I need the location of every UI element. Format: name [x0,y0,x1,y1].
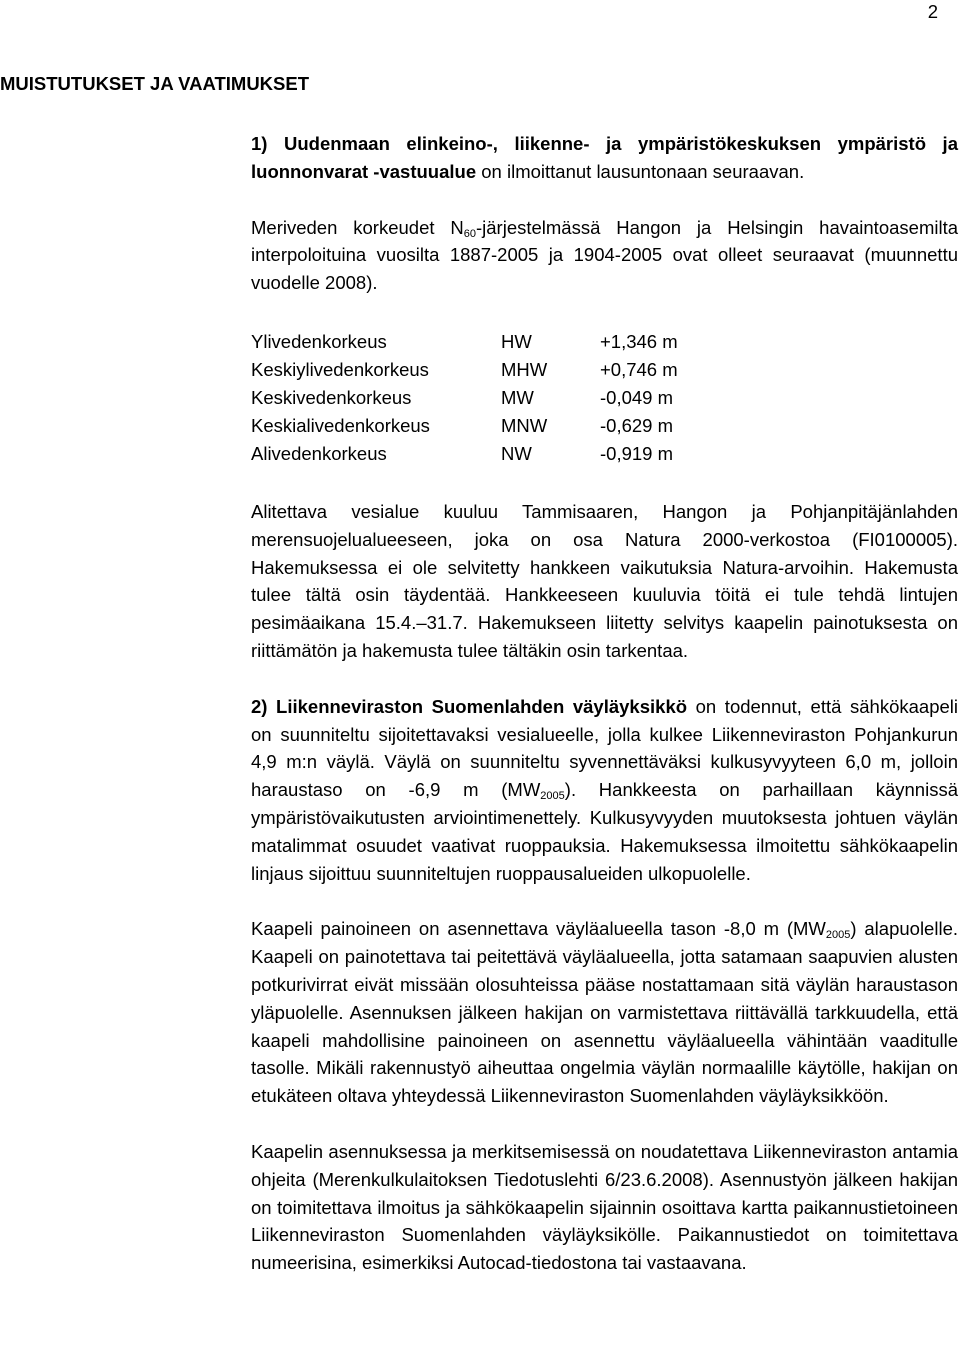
cable-text-start: Kaapeli painoineen on asennettava väyläalueella tason -8,0 m (MW [251,918,826,940]
water-level-row [251,328,958,356]
item-1-text: on ilmoittanut lausuntonaan seuraavan. [476,160,805,182]
water-level-name: Keskiylivedenkorkeus [251,358,429,380]
water-level-row [251,384,958,412]
item-2-text-end: ). Hankkeesta on parhaillaan käynnissä ympäristövaikutusten arviointimenettely. Kulkusyvyyden muutoksesta johtuen väylän matalimmat osuudet vaativat ruoppauksia. Hakemuksessa ilmoitettu sähkökaapelin linjaus sijoittuu suunniteltujen ruoppausalueiden ulkopuolelle. [251,779,958,884]
water-level-row [251,356,958,384]
water-level-value: -0,049 m [600,386,674,408]
water-level-abbr: MW [501,386,534,408]
item-1-paragraph [251,130,958,186]
water-level-name: Keskivedenkorkeus [251,386,412,408]
water-level-row [251,440,958,468]
natura-paragraph: Alitettava vesialue kuuluu Tammisaaren, Hangon ja Pohjanpitäjänlahden merensuojelualueeseen, joka on osa Natura 2000-verkostoa (FI0100005). Hakemuksessa ei ole selvitetty hankkeen vaikutuksia Natura-arvoihin. Hakemusta tulee tältä osin täydentää. Hankkeeseen kuuluvia töitä ei tule tehdä lintujen pesimäaikana 15.4.–31.7. Hakemukseen liitetty selvitys kaapelin painotuksesta on riittämätön ja hakemusta tulee tältäkin osin tarkentaa. [251,500,958,661]
item-2-paragraph [251,693,958,888]
water-level-name: Ylivedenkorkeus [251,330,387,352]
water-level-value: +1,346 m [600,330,678,352]
water-level-abbr: NW [501,442,532,464]
item-2-text-start: on todennut, että sähkökaapeli on suunniteltu sijoitettavaksi vesialueelle, jolla kulkee Liikenneviraston Pohjankurun 4,9 m:n väylä. Väylä on suunniteltu syvennettäväksi kulkusyvyyteen 6,0 m, jolloin haraustaso on -6,9 m (MW [251,695,958,801]
water-level-value: -0,629 m [600,414,674,436]
water-level-value: +0,746 m [600,358,678,380]
water-level-table [251,328,958,468]
section-heading: MUISTUTUKSET JA VAATIMUKSET [0,73,310,94]
water-level-abbr: HW [501,330,532,352]
item-2-subscript: 2005 [540,790,565,803]
item-1-authority: 1) Uudenmaan elinkeino-, liikenne- ja ympäristökeskuksen ympäristö ja luonnonvarat -vastuualue [251,133,958,182]
sea-level-intro-end: -järjestelmässä Hangon ja Helsingin havaintoasemilta interpoloituina vuosilta 1887-2005 ja 1904-2005 ovat olleet seuraavat (muunnettu vuodelle 2008). [251,216,958,294]
sea-level-intro-subscript: 60 [463,227,476,240]
water-level-abbr: MHW [501,358,548,380]
cable-subscript: 2005 [825,929,851,942]
water-level-row [251,412,958,440]
marking-paragraph: Kaapelin asennuksessa ja merkitsemisessä on noudatettava Liikenneviraston antamia ohjeita (Merenkulkulaitoksen Tiedotuslehti 6/23.6.2008). Asennustyön jälkeen hakijan on toimitettava ilmoitus ja sähkökaapelin sijainnin osoittava kartta paikannustietoineen Liikenneviraston Suomenlahden väyläyksikölle. Paikannustiedot on toimitettava numeerisina, esimerkiksi Autocad-tiedostona tai vastaavana. [251,1140,958,1274]
document-body [251,130,958,1277]
sea-level-intro [251,214,958,297]
water-level-abbr: MNW [501,414,548,436]
water-level-value: -0,919 m [600,442,674,464]
cable-paragraph [251,915,958,1110]
page-number: 2 [927,1,938,22]
cable-text-end: ) alapuolelle. Kaapeli on painotettava tai peitettävä väyläalueella, jotta satamaan saapuvien alusten potkurivirrat eivät missään olosuhteissa pääse nostattamaan sitä väylän haraustason yläpuolelle. Asennuksen jälkeen hakijan on varmistettava riittävällä tarkkuudella, että kaapeli mahdollisine painoineen on asennettu väyläalueella vähintään vaaditulle tasolle. Mikäli rakennustyö aiheuttaa ongelmia väylän normaalille käytölle, hakijan on etukäteen oltava yhteydessä Liikenneviraston Suomenlahden väyläyksikköön. [251,918,958,1107]
sea-level-intro-start: Meriveden korkeudet N [251,216,464,238]
water-level-name: Alivedenkorkeus [251,442,387,464]
item-2-authority: 2) Liikenneviraston Suomenlahden väyläyksikkö [251,695,688,717]
water-level-name: Keskialivedenkorkeus [251,414,430,436]
